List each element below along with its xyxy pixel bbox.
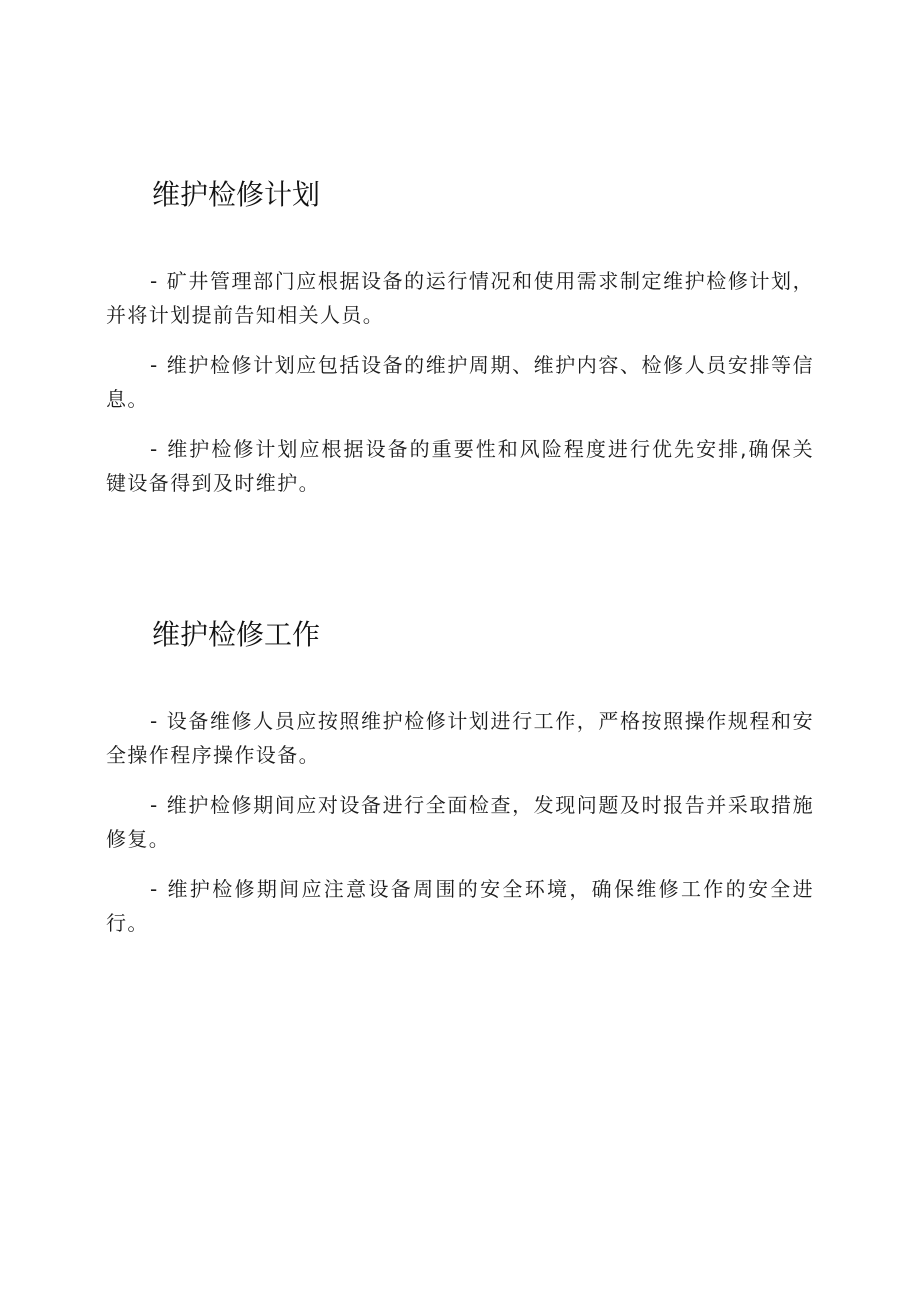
item-text: 矿井管理部门应根据设备的运行情况和使用需求制定维护检修计划，并将计划提前告知相关人员。 [106, 269, 814, 327]
list-item [106, 348, 814, 416]
section-heading: 维护检修计划 [152, 178, 321, 211]
section-heading: 维护检修工作 [152, 618, 321, 651]
item-text: 维护检修期间应注意设备周围的安全环境，确保维修工作的安全进行。 [106, 877, 814, 935]
bullet-dash: - [150, 709, 159, 733]
item-text: 维护检修计划应包括设备的维护周期、维护内容、检修人员安排等信息。 [106, 353, 814, 411]
bullet-dash: - [150, 437, 159, 461]
section-maintenance-plan [106, 176, 814, 516]
list-item [106, 872, 814, 940]
list-item [106, 432, 814, 500]
item-text: 维护检修期间应对设备进行全面检查，发现问题及时报告并采取措施修复。 [106, 793, 814, 851]
item-list [106, 704, 814, 940]
item-list [106, 264, 814, 500]
list-item [106, 788, 814, 856]
list-item [106, 264, 814, 332]
bullet-dash: - [150, 877, 159, 901]
item-text: 设备维修人员应按照维护检修计划进行工作，严格按照操作规程和安全操作程序操作设备。 [106, 709, 814, 767]
bullet-dash: - [150, 269, 159, 293]
item-text: 维护检修计划应根据设备的重要性和风险程度进行优先安排,确保关键设备得到及时维护。 [106, 437, 814, 495]
bullet-dash: - [150, 793, 159, 817]
list-item [106, 704, 814, 772]
bullet-dash: - [150, 353, 159, 377]
section-maintenance-work [106, 616, 814, 956]
